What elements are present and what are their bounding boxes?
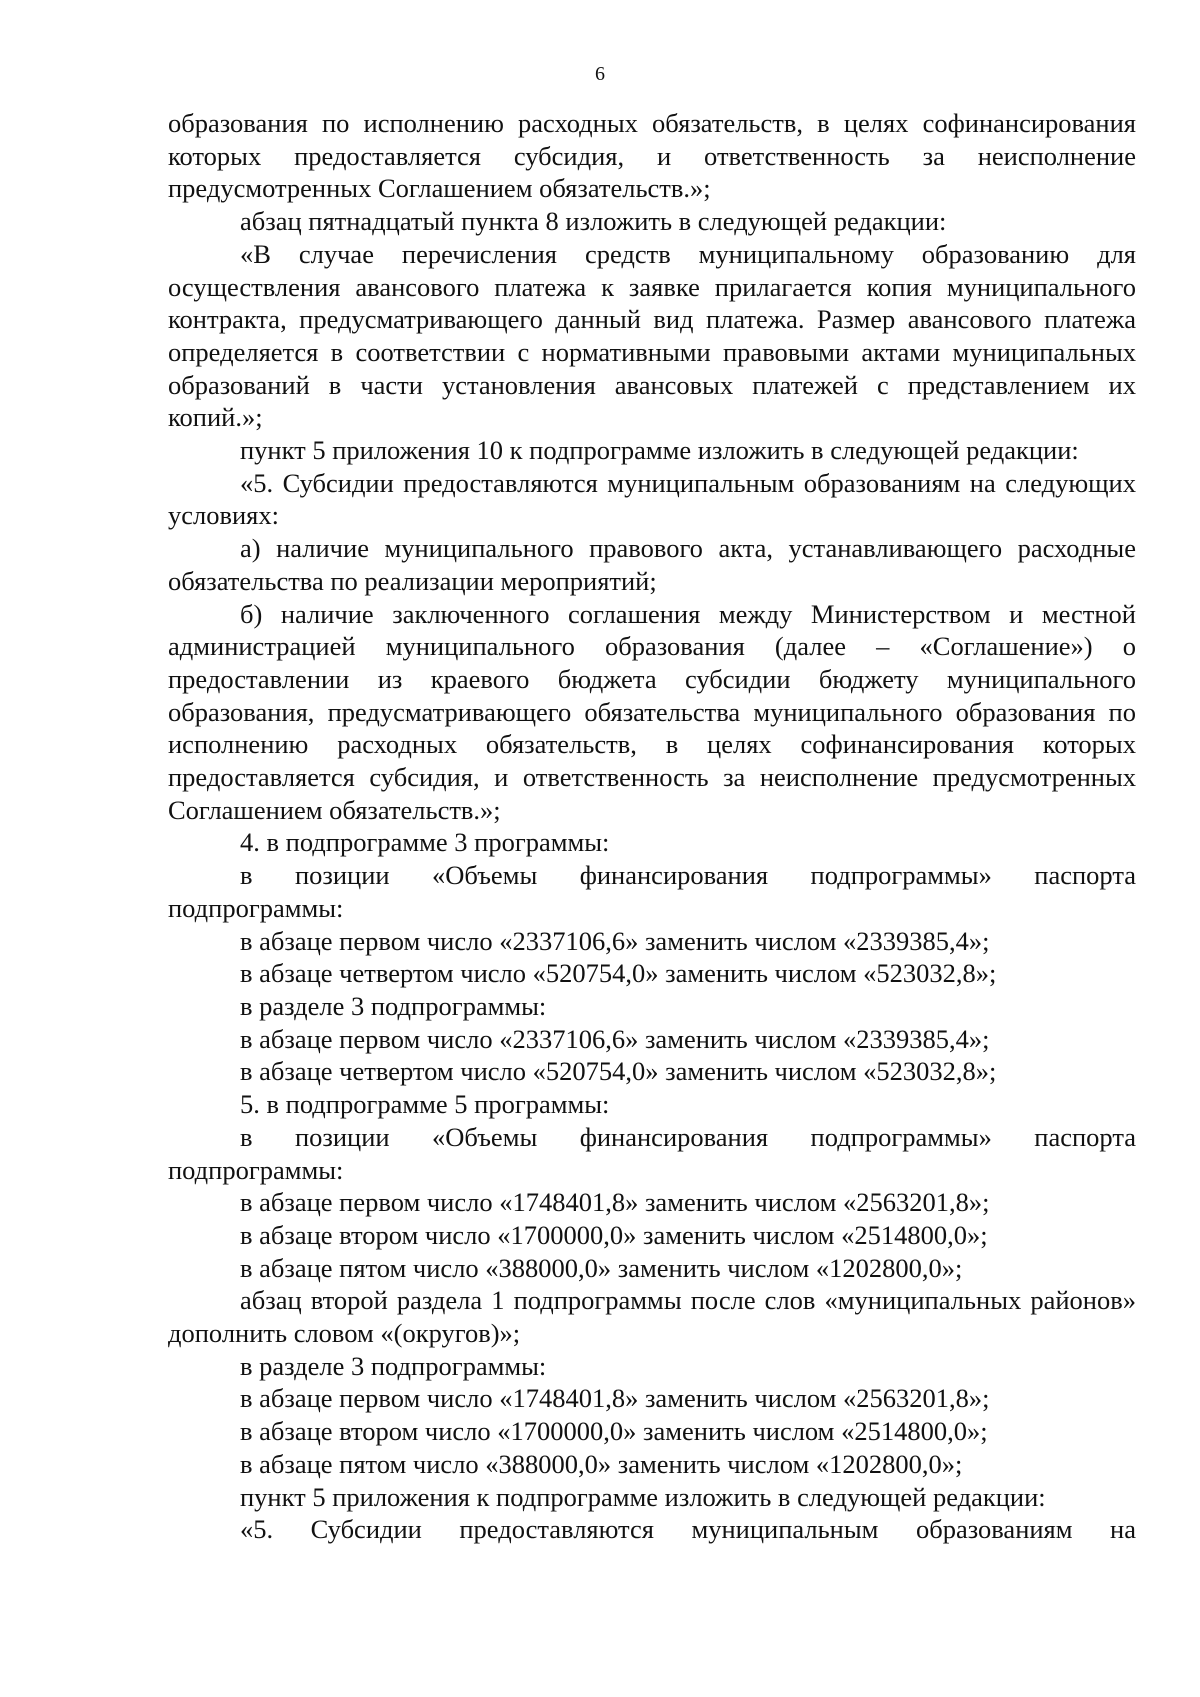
paragraph: в абзаце первом число «1748401,8» заменить числом «2563201,8»;	[240, 1383, 990, 1414]
paragraph: пункт 5 приложения 10 к подпрограмме изложить в следующей редакции:	[240, 435, 1079, 466]
paragraph: в позиции «Объемы финансирования подпрограммы» паспорта подпрограммы:	[168, 1121, 1136, 1185]
paragraph: в абзаце первом число «1748401,8» заменить числом «2563201,8»;	[240, 1187, 990, 1218]
document-body	[168, 107, 1136, 1546]
paragraph: абзац второй раздела 1 подпрограммы после слов «муниципальных районов» дополнить словом «(округов)»;	[168, 1285, 1136, 1349]
paragraph: пункт 5 приложения к подпрограмме изложить в следующей редакции:	[240, 1481, 1046, 1512]
paragraph: в абзаце первом число «2337106,6» заменить числом «2339385,4»;	[240, 925, 990, 956]
paragraph: в абзаце пятом число «388000,0» заменить числом «1202800,0»;	[240, 1448, 963, 1479]
page-number: 6	[595, 63, 605, 85]
paragraph: «В случае перечисления средств муниципальному образованию для осуществления авансового платежа к заявке прилагается копия муниципального контракта, предусматривающего данный вид платежа. Размер авансового платежа определяется в соответствии с нормативными правовыми актами муниципальных образований в части установления авансовых платежей с представлением их копий.»;	[168, 238, 1136, 433]
paragraph: 5. в подпрограмме 5 программы:	[240, 1089, 610, 1120]
paragraph: в абзаце втором число «1700000,0» заменить числом «2514800,0»;	[240, 1416, 988, 1447]
paragraph: в абзаце пятом число «388000,0» заменить числом «1202800,0»;	[240, 1252, 963, 1283]
paragraph: 4. в подпрограмме 3 программы:	[240, 827, 610, 858]
paragraph: «5. Субсидии предоставляются муниципальным образованиям на следующих условиях:	[168, 467, 1136, 531]
paragraph: в абзаце четвертом число «520754,0» заменить числом «523032,8»;	[240, 1056, 997, 1087]
paragraph: в разделе 3 подпрограммы:	[240, 990, 547, 1021]
paragraph: абзац пятнадцатый пункта 8 изложить в следующей редакции:	[240, 206, 947, 237]
paragraph: в абзаце четвертом число «520754,0» заменить числом «523032,8»;	[240, 958, 997, 989]
paragraph: в абзаце первом число «2337106,6» заменить числом «2339385,4»;	[240, 1023, 990, 1054]
paragraph: а) наличие муниципального правового акта, устанавливающего расходные обязательства по реализации мероприятий;	[168, 533, 1136, 596]
paragraph: «5. Субсидии предоставляются муниципальным образованиям на	[240, 1514, 1136, 1545]
paragraph: в разделе 3 подпрограммы:	[240, 1350, 547, 1381]
paragraph: в абзаце втором число «1700000,0» заменить числом «2514800,0»;	[240, 1219, 988, 1250]
paragraph: б) наличие заключенного соглашения между Министерством и местной администрацией муниципального образования (далее – «Соглашение») о предоставлении из краевого бюджета субсидии бюджету муниципального образования, предусматривающего обязательства муниципального образования по исполнению расходных обязательств, в целях софинансирования которых предоставляется субсидия, и ответственность за неисполнение предусмотренных Соглашением обязательств.»;	[168, 598, 1136, 825]
paragraph: в позиции «Объемы финансирования подпрограммы» паспорта подпрограммы:	[168, 860, 1136, 923]
paragraph: образования по исполнению расходных обязательств, в целях софинансирования которых предоставляется субсидия, и ответственность за неисполнение предусмотренных Соглашением обязательств.»;	[168, 108, 1136, 204]
